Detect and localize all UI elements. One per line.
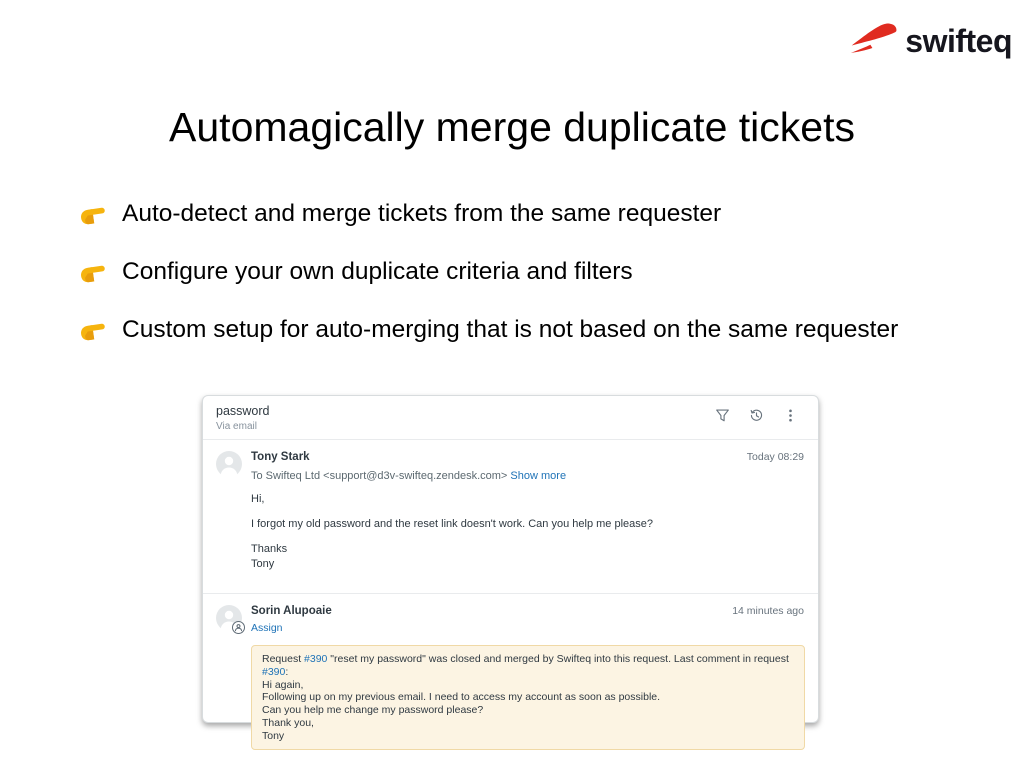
page-title: Automagically merge duplicate tickets — [169, 104, 855, 150]
merge-note-text: "reset my password" was closed and merged by Swifteq into this request. Last comment in request — [327, 652, 789, 665]
message-sorin-alupoaie — [203, 594, 818, 762]
kebab-menu-icon[interactable] — [783, 408, 798, 423]
ticket-card — [202, 395, 819, 743]
message-body — [251, 493, 805, 571]
history-icon[interactable] — [749, 408, 764, 423]
merge-note-line: Tony — [262, 730, 285, 743]
agent-badge-icon — [232, 621, 245, 634]
bullet-list — [78, 198, 898, 372]
ticket-header-actions — [715, 404, 804, 423]
merge-note-text: : — [285, 665, 289, 678]
merge-note-line: Following up on my previous email. I need to access my account as soon as possible. — [262, 691, 661, 704]
person-icon — [216, 451, 242, 477]
swifteq-logo — [846, 20, 1012, 63]
bullet-text: Auto-detect and merge tickets from the same requester — [122, 200, 722, 227]
body-line: Thanks — [251, 543, 288, 556]
merge-note-line: Hi again, — [262, 678, 304, 691]
message-timestamp: Today 08:29 — [746, 451, 804, 463]
message-content — [251, 605, 805, 762]
request-390-link[interactable]: #390 — [262, 665, 286, 678]
ticket-card-header — [203, 396, 818, 439]
body-line: Tony — [251, 557, 275, 570]
logo-wordmark: swifteq — [905, 23, 1012, 59]
body-paragraph: I forgot my old password and the reset link doesn't work. Can you help me please? — [251, 518, 653, 531]
ticket-subject: password — [216, 404, 270, 418]
message-tony-stark — [203, 440, 818, 572]
recipient-text: To Swifteq Ltd <support@d3v-swifteq.zendesk.com> — [251, 470, 508, 482]
merge-note-line: Can you help me change my password please? — [262, 704, 484, 717]
author-name: Sorin Alupoaie — [251, 604, 332, 617]
comet-icon — [846, 20, 898, 63]
merge-note-line: Thank you, — [262, 717, 314, 730]
filter-icon[interactable] — [715, 408, 730, 423]
avatar-column — [216, 451, 242, 572]
avatar-column — [216, 605, 242, 762]
bullet-text: Configure your own duplicate criteria and filters — [122, 258, 633, 285]
pointing-finger-icon — [78, 258, 106, 286]
body-paragraph: Hi, — [251, 493, 265, 505]
message-content — [251, 451, 805, 572]
ticket-channel: Via email — [216, 421, 257, 432]
assign-link[interactable]: Assign — [251, 621, 283, 634]
author-name: Tony Stark — [251, 451, 310, 463]
show-more-link[interactable]: Show more — [510, 470, 567, 482]
bullet-item — [78, 314, 898, 346]
request-390-link[interactable]: #390 — [304, 652, 328, 665]
bullet-text: Custom setup for auto-merging that is not based on the same requester — [122, 316, 899, 343]
pointing-finger-icon — [78, 316, 106, 344]
bullet-item — [78, 198, 898, 230]
recipient-line — [251, 470, 805, 482]
pointing-finger-icon — [78, 200, 106, 228]
requester-avatar — [216, 451, 242, 477]
message-timestamp: 14 minutes ago — [732, 604, 804, 617]
ticket-subject-block — [216, 404, 270, 432]
merge-note-text: Request — [262, 652, 305, 665]
merge-note-summary — [262, 653, 794, 679]
bullet-item — [78, 256, 898, 288]
merge-note-box — [251, 645, 805, 750]
